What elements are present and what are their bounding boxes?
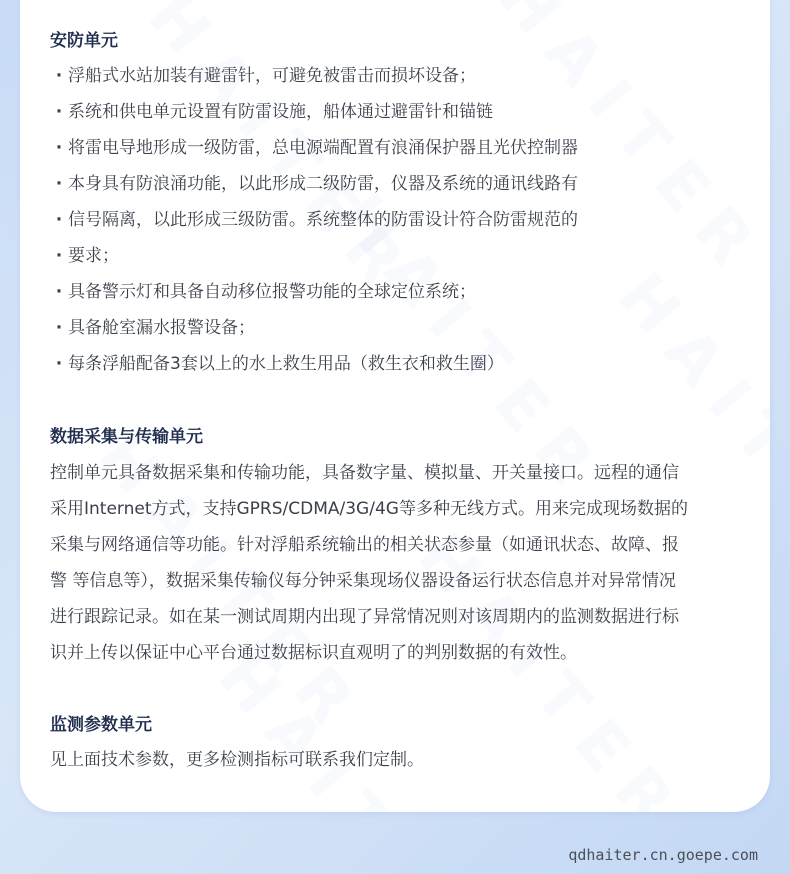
list-item bbox=[50, 169, 578, 194]
bullet-icon: · bbox=[55, 102, 63, 122]
list-item-text: 要求； bbox=[68, 246, 119, 266]
section-title-data: 数据采集与传输单元 bbox=[50, 427, 203, 447]
list-item-text: 将雷电导地形成一级防雷，总电源端配置有浪涌保护器且光伏控制器 bbox=[68, 138, 578, 158]
bullet-icon: · bbox=[55, 246, 63, 266]
list-item-text: 系统和供电单元设置有防雷设施，船体通过避雷针和锚链 bbox=[68, 102, 493, 122]
list-item-text: 每条浮船配备3套以上的水上救生用品（救生衣和救生圈） bbox=[68, 354, 504, 374]
section-title-monitor: 监测参数单元 bbox=[50, 715, 152, 735]
paragraph-line: 采用Internet方式，支持GPRS/CDMA/3G/4G等多种无线方式。用来完成现场数据的 bbox=[50, 499, 688, 519]
list-item-text: 具备警示灯和具备自动移位报警功能的全球定位系统； bbox=[68, 282, 476, 302]
paragraph-line: 见上面技术参数，更多检测指标可联系我们定制。 bbox=[50, 750, 424, 770]
paragraph-line: 采集与网络通信等功能。针对浮船系统输出的相关状态参量（如通讯状态、故障、报 bbox=[50, 535, 679, 555]
list-item bbox=[50, 313, 255, 338]
paragraph-line: 控制单元具备数据采集和传输功能，具备数字量、模拟量、开关量接口。远程的通信 bbox=[50, 463, 679, 483]
paragraph-line: 识并上传以保证中心平台通过数据标识直观明了的判别数据的有效性。 bbox=[50, 643, 577, 663]
list-item bbox=[50, 241, 119, 266]
bullet-icon: · bbox=[55, 138, 63, 158]
list-item bbox=[50, 97, 493, 122]
bullet-icon: · bbox=[55, 66, 63, 86]
paragraph-line: 警 等信息等），数据采集传输仪每分钟采集现场仪器设备运行状态信息并对异常情况 bbox=[50, 571, 676, 591]
list-item bbox=[50, 61, 476, 86]
bullet-icon: · bbox=[55, 282, 63, 302]
bullet-icon: · bbox=[55, 354, 63, 374]
bullet-icon: · bbox=[55, 174, 63, 194]
watermark bbox=[403, 520, 699, 812]
paragraph-line: 进行跟踪记录。如在某一测试周期内出现了异常情况则对该周期内的监测数据进行标 bbox=[50, 607, 679, 627]
list-item-text: 信号隔离，以此形成三级防雷。系统整体的防雷设计符合防雷规范的 bbox=[68, 210, 578, 230]
bullet-icon: · bbox=[55, 210, 63, 230]
section-title-security: 安防单元 bbox=[50, 31, 118, 51]
site-url-link[interactable]: qdhaiter.cn.goepe.com bbox=[568, 846, 758, 864]
list-item-text: 本身具有防浪涌功能，以此形成二级防雷，仪器及系统的通讯线路有 bbox=[68, 174, 578, 194]
list-item-text: 具备舱室漏水报警设备； bbox=[68, 318, 255, 338]
bullet-icon: · bbox=[55, 318, 63, 338]
list-item bbox=[50, 349, 504, 374]
list-item-text: 浮船式水站加装有避雷针，可避免被雷击而损坏设备； bbox=[68, 66, 476, 86]
list-item bbox=[50, 205, 578, 230]
watermark bbox=[203, 640, 499, 812]
content-card bbox=[20, 0, 770, 812]
list-item bbox=[50, 133, 578, 158]
list-item bbox=[50, 277, 476, 302]
